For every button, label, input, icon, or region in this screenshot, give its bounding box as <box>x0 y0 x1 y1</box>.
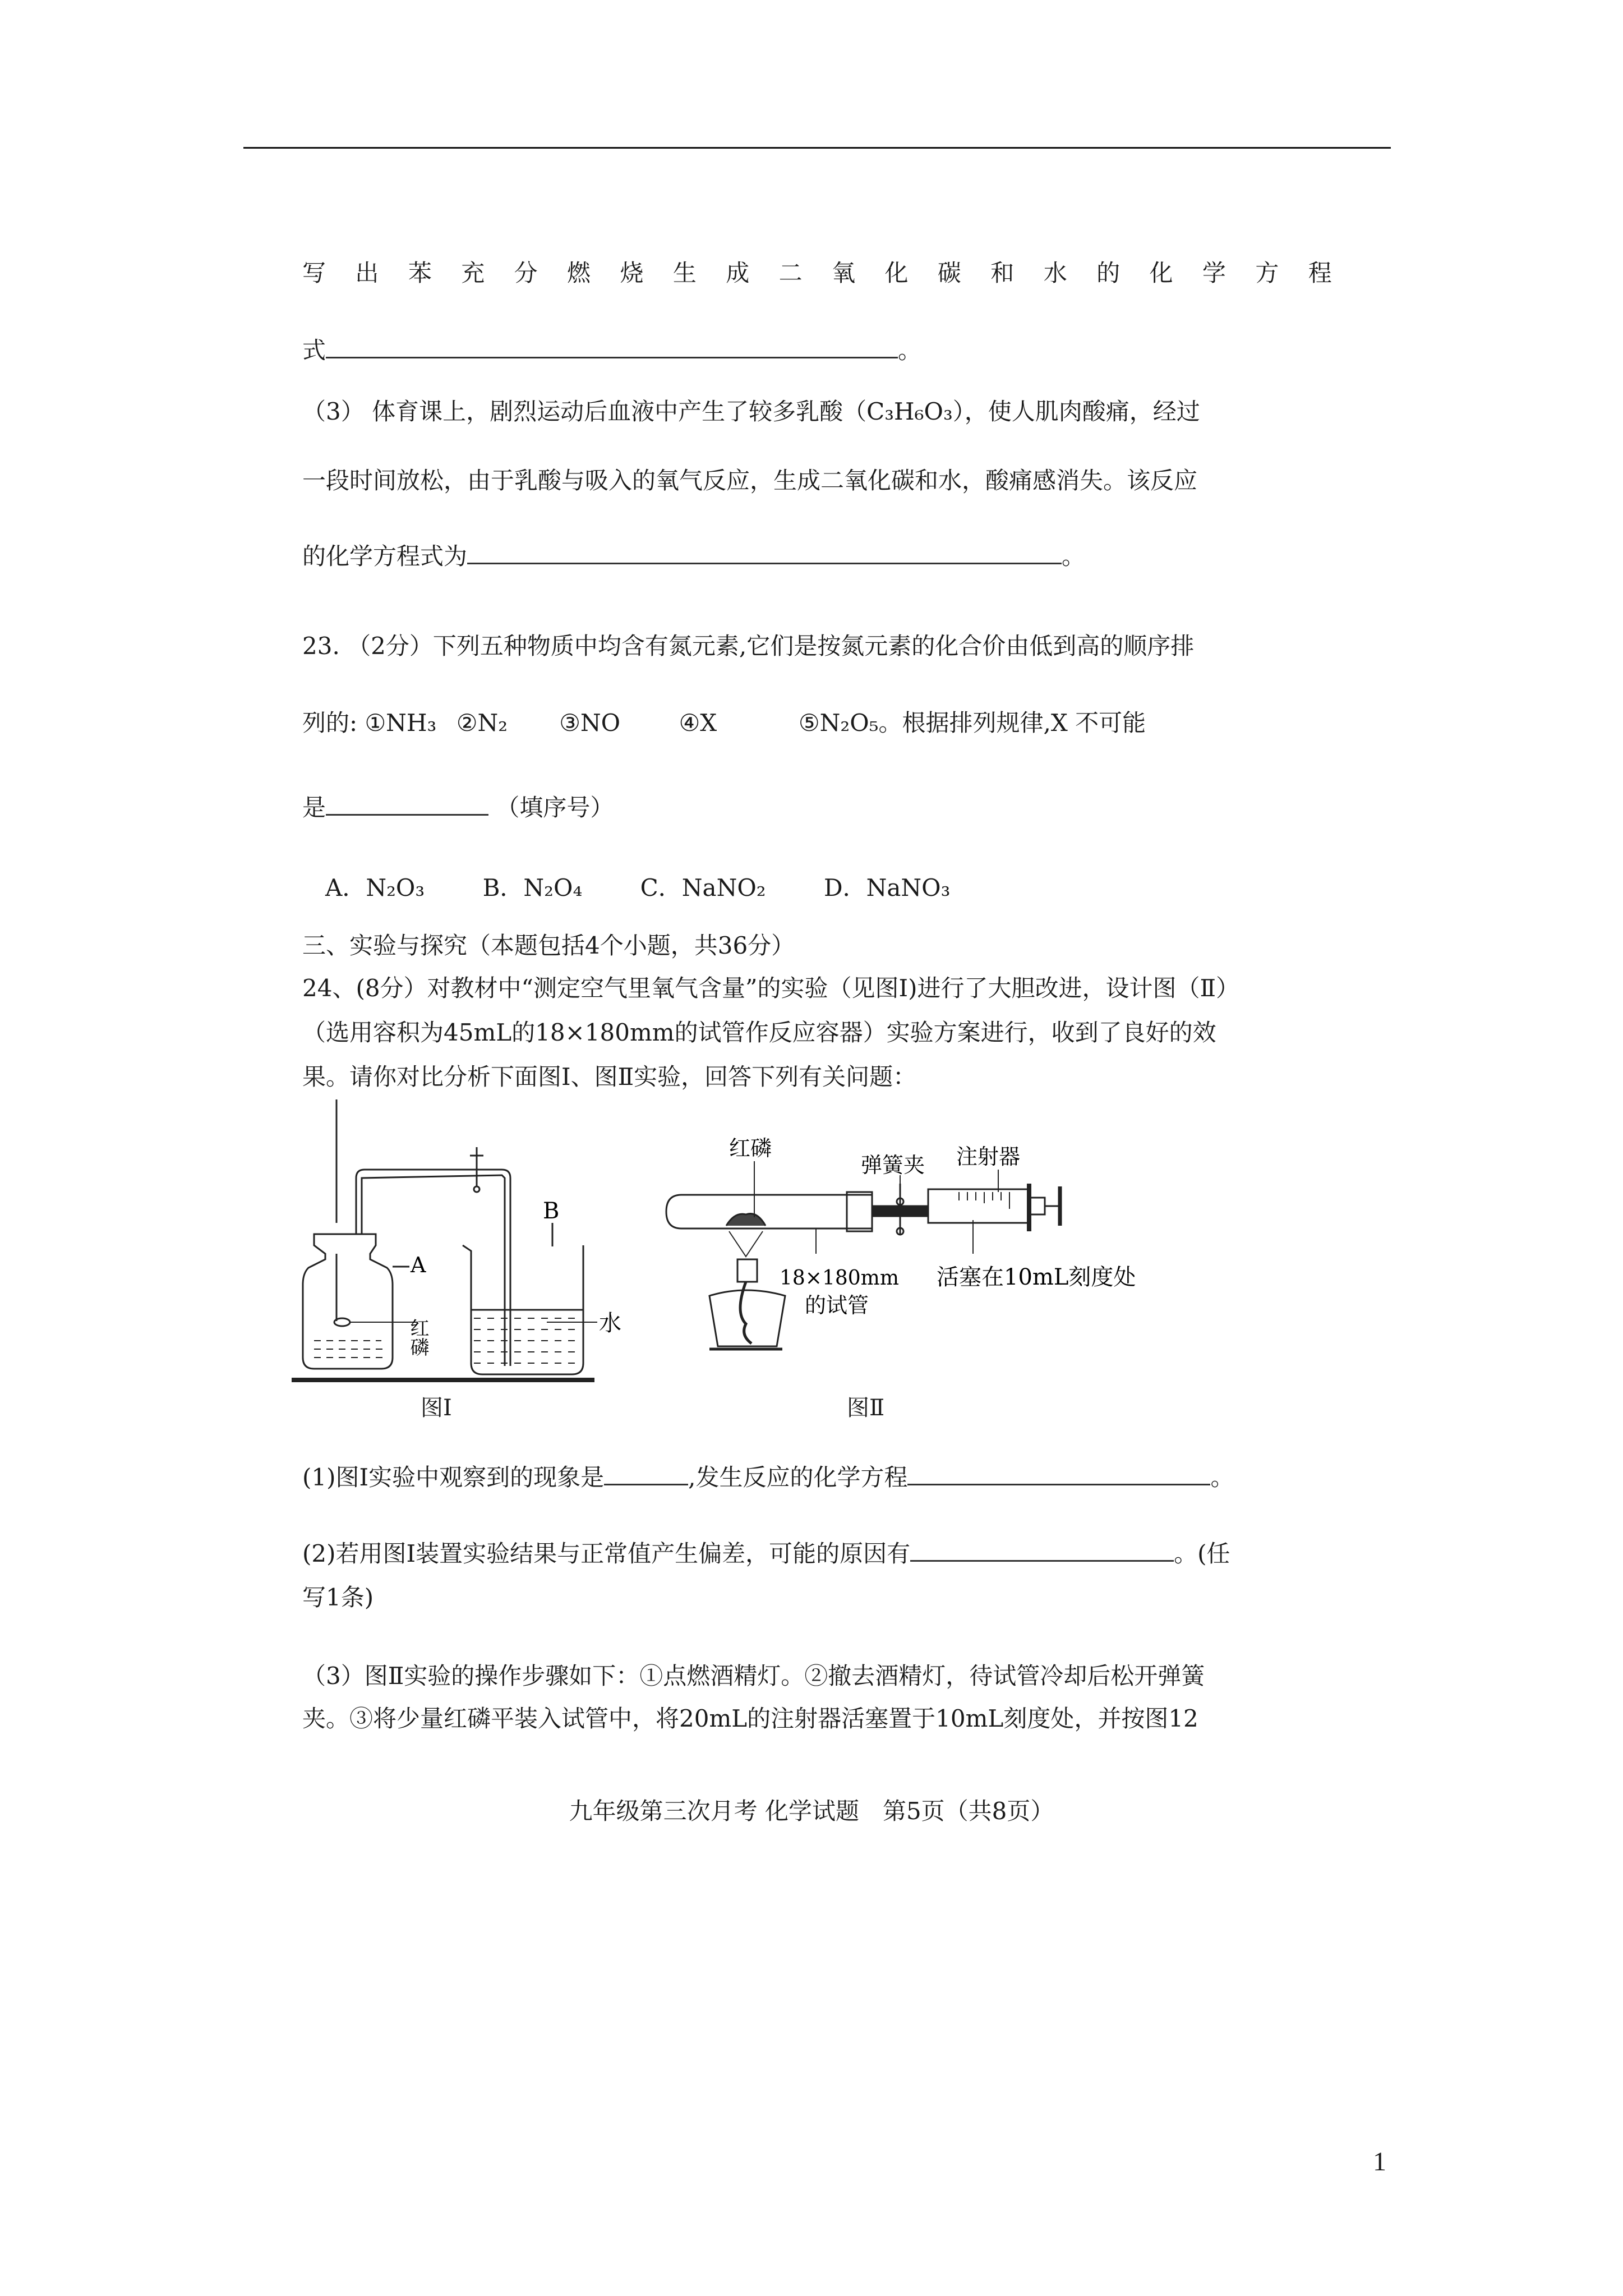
text: 的化学方程式为 <box>302 542 468 570</box>
text: 。(任 <box>1174 1540 1230 1567</box>
char: 二 <box>778 259 803 287</box>
q22-part3-line2: 一段时间放松，由于乳酸与吸入的氧气反应，生成二氧化碳和水，酸痛感消失。该反应 <box>302 467 1198 494</box>
answer-blank[interactable] <box>604 1461 688 1485</box>
q24-line3: 果。请你对比分析下面图Ⅰ、图Ⅱ实验，回答下列有关问题： <box>302 1063 917 1091</box>
q23-options <box>325 872 1000 904</box>
item: ⑤N₂O₅ <box>798 709 879 737</box>
text: 。 <box>1210 1464 1234 1491</box>
char: 燃 <box>567 259 591 287</box>
char: 碳 <box>937 259 961 287</box>
q22-line1 <box>302 257 1332 289</box>
label-tube-size: 18×180mm <box>780 1267 899 1290</box>
item: ③NO <box>559 709 621 737</box>
q23-line2 <box>302 707 1146 739</box>
text: (2)若用图Ⅰ装置实验结果与正常值产生偏差，可能的原因有 <box>302 1540 911 1567</box>
char: 程 <box>1308 259 1332 287</box>
q22-line2 <box>302 334 921 366</box>
char: 化 <box>1149 259 1173 287</box>
char: 烧 <box>620 259 644 287</box>
label-syringe: 注射器 <box>956 1144 1021 1169</box>
syringe <box>928 1189 1029 1223</box>
figure-2 <box>662 1122 1200 1386</box>
q23-line1: 23. （2分）下列五种物质中均含有氮元素,它们是按氮元素的化合价由低到高的顺序排 <box>302 632 1195 660</box>
char: 水 <box>1043 259 1067 287</box>
char: 化 <box>884 259 909 287</box>
label-a: A <box>411 1253 426 1277</box>
q23-line3 <box>302 792 614 823</box>
text: 。 <box>898 337 922 364</box>
answer-blank[interactable] <box>467 540 1062 564</box>
answer-blank[interactable] <box>907 1461 1210 1485</box>
option-b[interactable]: B．N₂O₄ <box>482 874 583 901</box>
item: ④X <box>679 709 717 737</box>
label-plunger: 活塞在10mL刻度处 <box>937 1264 1136 1290</box>
char: 分 <box>514 259 538 287</box>
water <box>474 1318 580 1363</box>
item: ②N₂ <box>456 709 508 737</box>
char: 充 <box>461 259 485 287</box>
red-phosphorus <box>726 1214 766 1226</box>
q24-part1 <box>302 1461 1234 1493</box>
label-spring-clamp: 弹簧夹 <box>861 1153 925 1177</box>
char: 出 <box>355 259 379 287</box>
text: ,发生反应的化学方程 <box>688 1464 908 1491</box>
q24-part2-line2: 写1条) <box>302 1584 374 1611</box>
figure-1-caption: 图Ⅰ <box>421 1395 452 1421</box>
char: 氧 <box>832 259 856 287</box>
item: ①NH₃ <box>365 709 437 737</box>
lamp-wick <box>737 1259 757 1282</box>
test-tube <box>666 1195 872 1228</box>
answer-blank[interactable] <box>910 1538 1174 1562</box>
q24-line2: （选用容积为45mL的18×180mm的试管作反应容器）实验方案进行，收到了良好的效 <box>302 1019 1216 1046</box>
char: 成 <box>726 259 750 287</box>
option-d[interactable]: D．NaNO₃ <box>823 874 951 901</box>
char: 苯 <box>408 259 432 287</box>
q24-line1: 24、(8分）对教材中“测定空气里氧气含量”的实验（见图Ⅰ)进行了大胆改进，设计图（Ⅱ） <box>302 974 1240 1002</box>
figure-2-caption: 图Ⅱ <box>847 1395 885 1421</box>
page-footer: 九年级第三次月考 化学试题 第5页（共8页） <box>569 1797 1054 1825</box>
char: 的 <box>1096 259 1121 287</box>
label-red-phosphorus: 红磷 <box>729 1136 772 1161</box>
q22-part3-line1: （3） 体育课上，剧烈运动后血液中产生了较多乳酸（C₃H₆O₃），使人肌肉酸痛，经过 <box>302 398 1200 425</box>
text: 是 <box>302 794 326 821</box>
header-rule <box>243 147 1391 149</box>
char: 方 <box>1255 259 1279 287</box>
char: 生 <box>672 259 697 287</box>
text: 。根据排列规律,X 不可能 <box>878 709 1146 737</box>
label-test-tube: 的试管 <box>805 1293 869 1318</box>
section-heading: 三、实验与探究（本题包括4个小题，共36分） <box>302 932 795 959</box>
label-red-phosphorus: 红磷 <box>407 1318 429 1356</box>
q24-part3-line2: 夹。③将少量红磷平装入试管中，将20mL的注射器活塞置于10mL刻度处，并按图12 <box>302 1705 1198 1732</box>
char: 和 <box>990 259 1015 287</box>
text: （填序号） <box>496 794 614 821</box>
q24-part2 <box>302 1538 1230 1570</box>
q22-part3-line3 <box>302 540 1085 572</box>
text: 。 <box>1062 542 1086 570</box>
figure-1 <box>292 1099 639 1414</box>
flame <box>729 1231 763 1257</box>
page-number: 1 <box>1373 2147 1386 2177</box>
option-a[interactable]: A．N₂O₃ <box>325 874 425 901</box>
label-b: B <box>543 1198 560 1224</box>
connecting-tube <box>356 1170 510 1366</box>
answer-blank[interactable] <box>326 792 488 816</box>
q24-part3-line1: （3）图Ⅱ实验的操作步骤如下：①点燃酒精灯。②撤去酒精灯，待试管冷却后松开弹簧 <box>302 1662 1205 1690</box>
char: 学 <box>1202 259 1226 287</box>
option-c[interactable]: C．NaNO₂ <box>640 874 766 901</box>
answer-blank[interactable] <box>326 334 898 358</box>
text: 式 <box>302 337 326 364</box>
char: 写 <box>302 259 326 287</box>
text: 列的: <box>302 709 358 737</box>
label-water: 水 <box>599 1310 621 1336</box>
text: (1)图Ⅰ实验中观察到的现象是 <box>302 1464 605 1491</box>
